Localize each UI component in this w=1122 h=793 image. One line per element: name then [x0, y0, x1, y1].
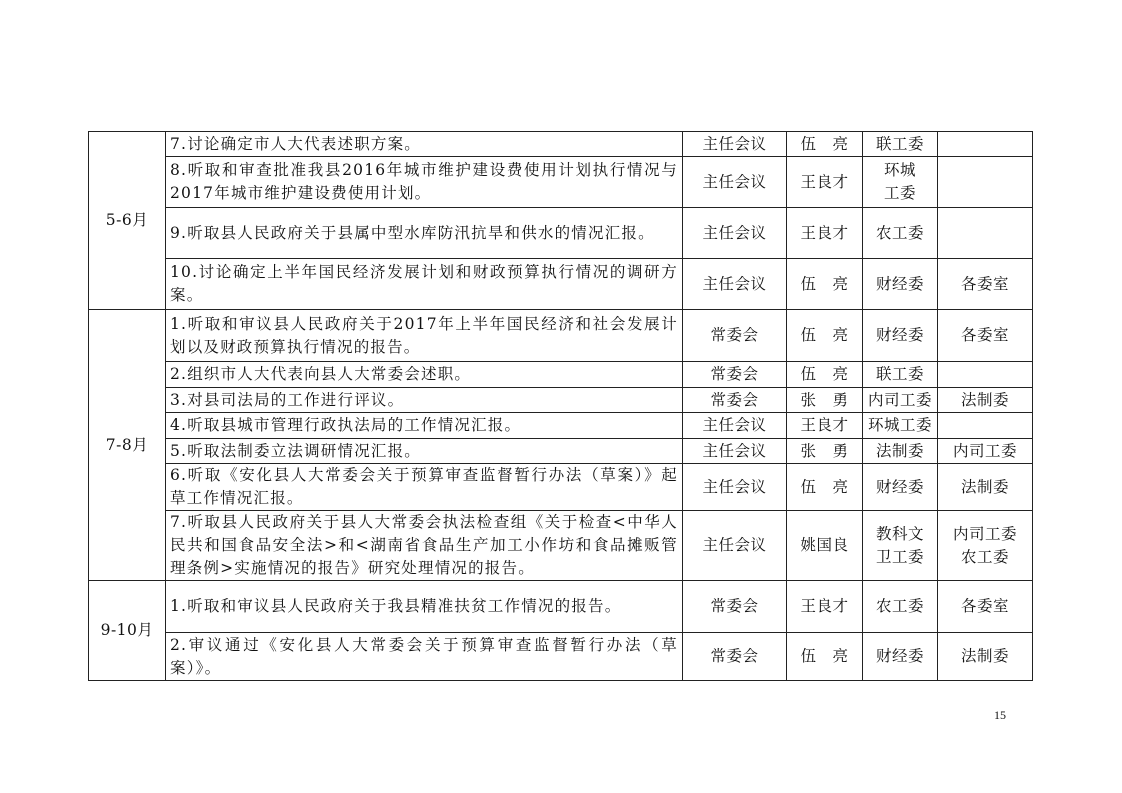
coop-unit-cell	[938, 208, 1033, 259]
lead-unit-cell: 财经委	[863, 310, 938, 362]
coop-unit-cell: 内司工委 农工委	[938, 511, 1033, 581]
leader-cell: 王良才	[787, 208, 863, 259]
item-cell: 7.听取县人民政府关于县人大常委会执法检查组《关于检查<中华人民共和国食品安全法>和<湖南省食品生产加工小作坊和食品摊贩管理条例>实施情况的报告》研究处理情况的报告。	[166, 511, 683, 581]
leader-cell: 伍 亮	[787, 132, 863, 157]
item-cell: 7.讨论确定市人大代表述职方案。	[166, 132, 683, 157]
coop-unit-cell: 法制委	[938, 464, 1033, 511]
meeting-type-cell: 主任会议	[683, 259, 787, 310]
item-cell: 4.听取县城市管理行政执法局的工作情况汇报。	[166, 413, 683, 439]
lead-unit-cell: 教科文 卫工委	[863, 511, 938, 581]
leader-cell: 伍 亮	[787, 259, 863, 310]
coop-unit-cell: 内司工委	[938, 439, 1033, 464]
coop-unit-cell: 各委室	[938, 581, 1033, 633]
table-row	[89, 439, 1033, 464]
table-row	[89, 581, 1033, 633]
lead-unit-cell: 联工委	[863, 362, 938, 388]
lead-unit-cell: 财经委	[863, 259, 938, 310]
meeting-type-cell: 常委会	[683, 362, 787, 388]
item-cell: 2.组织市人大代表向县人大常委会述职。	[166, 362, 683, 388]
leader-cell: 伍 亮	[787, 633, 863, 681]
lead-unit-cell: 财经委	[863, 464, 938, 511]
leader-cell: 张 勇	[787, 439, 863, 464]
item-cell: 6.听取《安化县人大常委会关于预算审查监督暂行办法（草案）》起草工作情况汇报。	[166, 464, 683, 511]
lead-unit-cell: 环城工委	[863, 413, 938, 439]
table-row	[89, 511, 1033, 581]
table-row	[89, 362, 1033, 388]
page-number: 15	[994, 708, 1006, 722]
coop-unit-cell	[938, 362, 1033, 388]
meeting-type-cell: 主任会议	[683, 511, 787, 581]
leader-cell: 张 勇	[787, 388, 863, 413]
month-cell: 9-10月	[89, 581, 166, 681]
coop-unit-cell	[938, 132, 1033, 157]
table-row	[89, 633, 1033, 681]
table-row	[89, 388, 1033, 413]
lead-unit-cell: 内司工委	[863, 388, 938, 413]
coop-unit-cell	[938, 157, 1033, 208]
coop-unit-cell: 法制委	[938, 388, 1033, 413]
leader-cell: 姚国良	[787, 511, 863, 581]
table-row	[89, 132, 1033, 157]
meeting-type-cell: 常委会	[683, 633, 787, 681]
lead-unit-cell: 农工委	[863, 581, 938, 633]
table-row	[89, 464, 1033, 511]
leader-cell: 伍 亮	[787, 310, 863, 362]
item-cell: 2.审议通过《安化县人大常委会关于预算审查监督暂行办法（草案）》。	[166, 633, 683, 681]
item-cell: 10.讨论确定上半年国民经济发展计划和财政预算执行情况的调研方案。	[166, 259, 683, 310]
work-plan-table	[88, 131, 1033, 681]
meeting-type-cell: 主任会议	[683, 439, 787, 464]
meeting-type-cell: 常委会	[683, 388, 787, 413]
month-cell: 7-8月	[89, 310, 166, 581]
lead-unit-cell: 环城 工委	[863, 157, 938, 208]
table-row	[89, 413, 1033, 439]
item-cell: 5.听取法制委立法调研情况汇报。	[166, 439, 683, 464]
meeting-type-cell: 主任会议	[683, 464, 787, 511]
item-cell: 3.对县司法局的工作进行评议。	[166, 388, 683, 413]
coop-unit-cell: 各委室	[938, 259, 1033, 310]
lead-unit-cell: 法制委	[863, 439, 938, 464]
table-row	[89, 208, 1033, 259]
item-cell: 9.听取县人民政府关于县属中型水库防汛抗旱和供水的情况汇报。	[166, 208, 683, 259]
lead-unit-cell: 农工委	[863, 208, 938, 259]
meeting-type-cell: 常委会	[683, 581, 787, 633]
leader-cell: 王良才	[787, 581, 863, 633]
item-cell: 1.听取和审议县人民政府关于2017年上半年国民经济和社会发展计划以及财政预算执行情况的报告。	[166, 310, 683, 362]
coop-unit-cell: 各委室	[938, 310, 1033, 362]
month-cell: 5-6月	[89, 132, 166, 310]
leader-cell: 伍 亮	[787, 464, 863, 511]
meeting-type-cell: 主任会议	[683, 132, 787, 157]
leader-cell: 王良才	[787, 157, 863, 208]
lead-unit-cell: 联工委	[863, 132, 938, 157]
leader-cell: 王良才	[787, 413, 863, 439]
leader-cell: 伍 亮	[787, 362, 863, 388]
lead-unit-cell: 财经委	[863, 633, 938, 681]
table-row	[89, 157, 1033, 208]
table-row	[89, 310, 1033, 362]
item-cell: 8.听取和审查批准我县2016年城市维护建设费使用计划执行情况与2017年城市维护建设费使用计划。	[166, 157, 683, 208]
item-cell: 1.听取和审议县人民政府关于我县精准扶贫工作情况的报告。	[166, 581, 683, 633]
coop-unit-cell: 法制委	[938, 633, 1033, 681]
coop-unit-cell	[938, 413, 1033, 439]
meeting-type-cell: 主任会议	[683, 208, 787, 259]
meeting-type-cell: 主任会议	[683, 413, 787, 439]
meeting-type-cell: 主任会议	[683, 157, 787, 208]
table-row	[89, 259, 1033, 310]
meeting-type-cell: 常委会	[683, 310, 787, 362]
